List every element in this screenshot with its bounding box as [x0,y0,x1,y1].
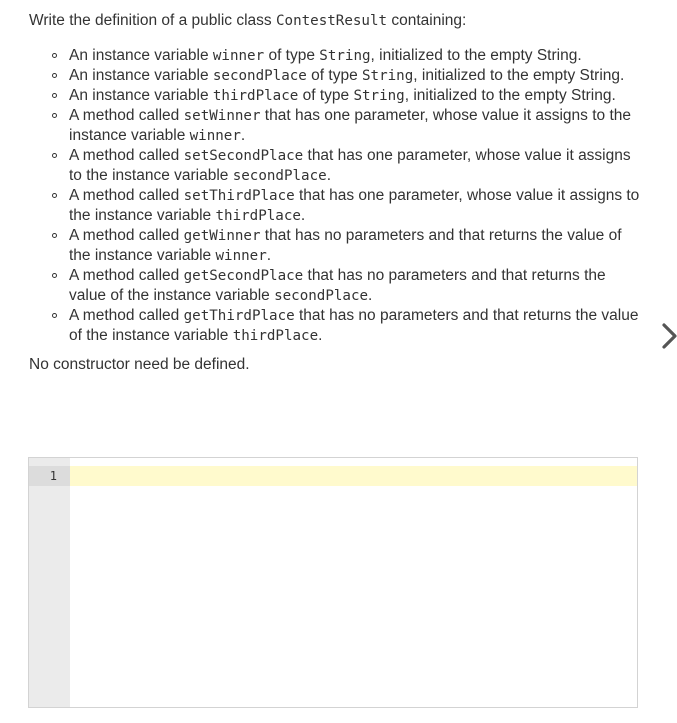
requirement-text: that has no parameters and that returns the value of the instance variable [69,227,622,264]
requirement-text: A method called [69,187,184,204]
requirement-code: winner [215,248,267,264]
requirement-code: String [362,68,414,84]
requirement-text: An instance variable [69,47,213,64]
requirement-item [69,266,644,306]
requirement-item [69,106,644,146]
requirement-text: A method called [69,227,184,244]
requirement-text: , initialized to the empty String. [404,87,616,104]
code-input-line[interactable] [74,466,637,486]
chevron-right-icon [661,322,677,350]
bullet-circle-icon [52,153,57,158]
requirement-code: secondPlace [212,68,307,84]
requirement-text: that has one parameter, whose value it assigns to the instance variable [69,187,640,224]
requirement-code: winner [189,128,241,144]
bullet-circle-icon [52,233,57,238]
requirement-code: thirdPlace [215,208,301,224]
requirement-code: getSecondPlace [183,268,304,284]
requirement-text: . [300,207,306,224]
requirement-code: getThirdPlace [183,308,295,324]
requirement-text: A method called [69,107,184,124]
next-problem-button[interactable] [661,322,677,350]
requirement-code: secondPlace [232,168,327,184]
bullet-circle-icon [52,53,57,58]
requirement-text: of type [298,87,354,104]
requirement-item [69,186,644,226]
bullet-circle-icon [52,73,57,78]
requirement-text: An instance variable [69,67,213,84]
requirement-text: that has no parameters and that returns the value of the instance variable [69,267,606,304]
requirement-text: A method called [69,147,184,164]
requirement-code: winner [212,48,265,64]
bullet-circle-icon [52,93,57,98]
bullet-circle-icon [52,193,57,198]
requirement-code: setSecondPlace [183,148,304,164]
requirement-item [69,66,644,86]
requirement-text: . [326,167,331,184]
requirement-text: A method called [69,267,184,284]
requirement-text: . [240,127,246,144]
requirement-item [69,86,644,106]
requirement-text: of type [306,67,363,84]
line-number: 1 [49,469,57,483]
requirement-code: thirdPlace [212,88,299,104]
requirement-item [69,46,644,66]
requirement-text: , initialized to the empty String. [370,47,582,64]
requirement-item [69,306,644,346]
requirement-code: getWinner [183,228,261,244]
requirement-code: thirdPlace [232,328,319,344]
class-name-code: ContestResult [275,13,388,29]
intro-text-after: containing: [387,12,467,29]
requirement-text: that has no parameters and that returns the value of the instance variable [69,307,639,344]
requirement-code: String [353,88,405,104]
problem-statement [29,11,644,375]
requirement-item [69,146,644,186]
requirement-text: . [368,287,373,304]
requirement-text: of type [264,47,320,64]
bullet-circle-icon [52,113,57,118]
requirement-text: , initialized to the empty String. [413,67,625,84]
code-editor[interactable] [28,457,638,708]
intro-text-before: Write the definition of a public class [29,12,276,29]
editor-gutter [29,458,70,707]
requirement-text: An instance variable [69,87,213,104]
requirement-code: setThirdPlace [183,188,295,204]
bullet-circle-icon [52,313,57,318]
bullet-circle-icon [52,273,57,278]
requirement-code: setWinner [183,108,261,124]
requirement-text: . [318,327,323,344]
requirement-text: . [266,247,272,264]
requirement-text: that has one parameter, whose value it assigns to the instance variable [69,147,631,184]
requirements-list [29,46,644,346]
requirement-code: String [319,48,371,64]
problem-intro [29,11,644,31]
requirement-item [69,226,644,266]
problem-outro: No constructor need be defined. [29,356,250,373]
requirement-text: A method called [69,307,184,324]
requirement-text: that has one parameter, whose value it assigns to the instance variable [69,107,631,144]
requirement-code: secondPlace [274,288,369,304]
